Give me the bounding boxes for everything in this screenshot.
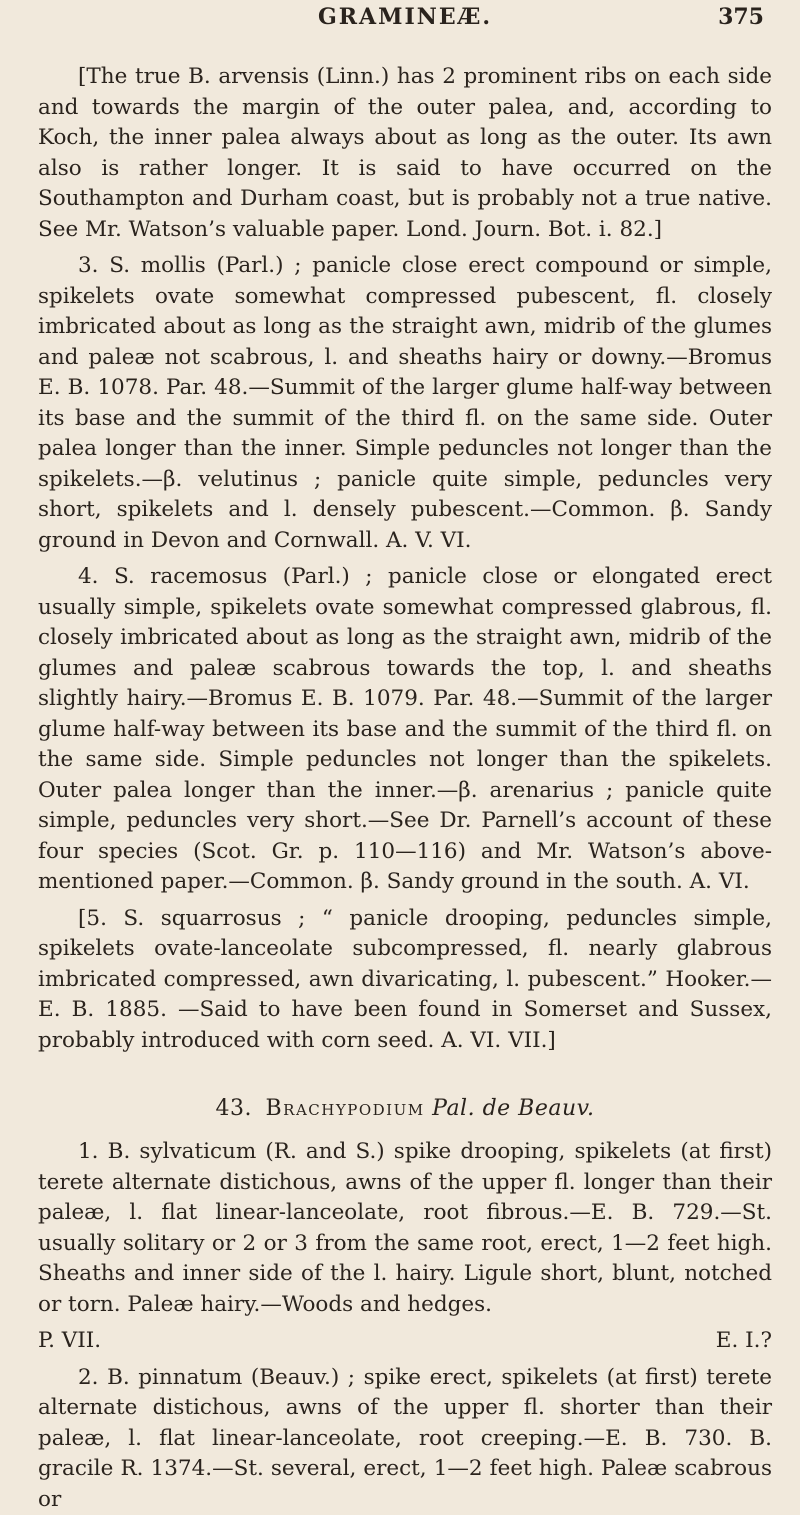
genus-heading (38, 1096, 772, 1121)
running-title: GRAMINEÆ. (38, 4, 772, 30)
species-brachypodium-sylvaticum (38, 1137, 772, 1320)
species-serrafalcus-mollis: 3. S. mollis (Parl.) ; panicle close erect compound or simple, spikelets ovate somewhat compressed pubescent, fl. closely imbricated about as long as the straight awn, midrib of the glumes and paleæ not scabrous, l. and sheaths hairy or downy.—Bromus E. B. 1078. Par. 48.—Summit of the larger glume half-way between its base and the summit of the third fl. on the same side. Outer palea longer than the inner. Simple peduncles not longer than the spikelets.—β. velutinus ; panicle quite simple, peduncles very short, spikelets and l. densely pubescent.—Common. β. Sandy ground in Devon and Cornwall. A. V. VI. (38, 251, 772, 556)
genus-name: Brachypodium (266, 1096, 425, 1121)
note-true-bromus-arvensis: [The true B. arvensis (Linn.) has 2 prominent ribs on each side and towards the margin of the outer palea, and, according to Koch, the inner palea always about as long as the outer. Its awn also is rather longer. It is said to have occurred on the Southampton and Durham coast, but is probably not a true native. See Mr. Watson’s valuable paper. Lond. Journ. Bot. i. 82.] (38, 62, 772, 245)
genus-number: 43. (216, 1096, 253, 1121)
species-text: 2. B. pinnatum (Beauv.) ; spike erect, spikelets (at first) terete alternate distichous, awns of the upper fl. shorter than their paleæ, l. flat linear-lanceolate, root creeping.—E. B. 730. B. gracile R. 1374.—St. several, erect, 1—2 feet high. Paleæ scabrous or (38, 1365, 772, 1512)
flowering-line (38, 1326, 772, 1357)
flowering-months: P. VII. (38, 1326, 101, 1357)
species-text: 1. B. sylvaticum (R. and S.) spike drooping, spikelets (at first) terete alternate distichous, awns of the upper fl. longer than their paleæ, l. flat linear-lanceolate, root fibrous.—E. B. 729.—St. usually solitary or 2 or 3 from the same root, erect, 1—2 feet high. Sheaths and inner side of the l. hairy. Ligule short, blunt, notched or torn. Paleæ hairy.—Woods and hedges. (38, 1139, 772, 1317)
species-serrafalcus-racemosus: 4. S. racemosus (Parl.) ; panicle close or elongated erect usually simple, spikelets ovate somewhat compressed glabrous, fl. closely imbricated about as long as the straight awn, midrib of the glumes and paleæ scabrous towards the top, l. and sheaths slightly hairy.—Bromus E. B. 1079. Par. 48.—Summit of the larger glume half-way between its base and the summit of the third fl. on the same side. Simple peduncles not longer than the spikelets. Outer palea longer than the inner.—β. arenarius ; panicle quite simple, peduncles very short.—See Dr. Parnell’s account of these four species (Scot. Gr. p. 110—116) and Mr. Watson’s above-mentioned paper.—Common. β. Sandy ground in the south. A. VI. (38, 562, 772, 898)
species-brachypodium-pinnatum (38, 1363, 772, 1515)
page-number: 375 (718, 4, 764, 30)
note-serrafalcus-squarrosus: [5. S. squarrosus ; “ panicle drooping, peduncles simple, spikelets ovate-lanceolate subcompressed, fl. nearly glabrous imbricated compressed, awn divaricating, l. pubescent.” Hooker.—E. B. 1885. —Said to have been found in Somerset and Sussex, probably introduced with corn seed. A. VI. VII.] (38, 904, 772, 1057)
distribution-note: E. I.? (716, 1326, 772, 1357)
genus-authority: Pal. de Beauv. (432, 1096, 594, 1121)
running-head (38, 0, 772, 62)
